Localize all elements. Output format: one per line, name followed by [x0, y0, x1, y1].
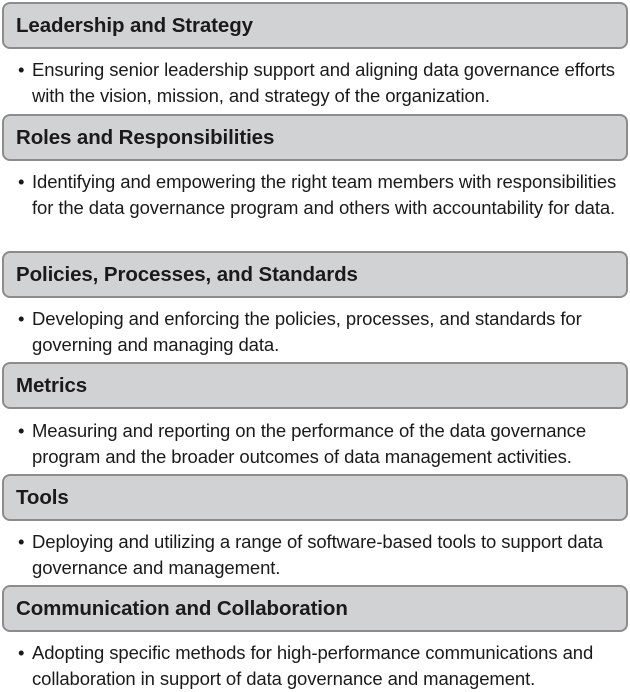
- section-description-metrics: [18, 418, 630, 470]
- section-header-tools: [2, 474, 628, 521]
- section-title: Tools: [16, 485, 69, 509]
- bullet-icon: •: [18, 642, 25, 663]
- description-text: Measuring and reporting on the performance of the data governance program and the broader outcomes of data management activities.: [32, 420, 587, 467]
- section-description-leadership-strategy: [18, 57, 630, 109]
- section-title: Metrics: [16, 373, 88, 397]
- section-title: Policies, Processes, and Standards: [16, 262, 358, 286]
- description-text: Adopting specific methods for high-performance communications and collaboration in support of data governance and management.: [32, 642, 594, 689]
- section-description-tools: [18, 529, 630, 581]
- section-description-roles-responsibilities: [18, 169, 630, 221]
- section-title: Communication and Collaboration: [16, 596, 348, 620]
- bullet-icon: •: [18, 420, 25, 441]
- section-header-leadership-strategy: [2, 2, 628, 49]
- description-text: Ensuring senior leadership support and aligning data governance efforts with the vision, mission, and strategy of the organization.: [32, 59, 615, 106]
- description-text: Developing and enforcing the policies, processes, and standards for governing and managing data.: [32, 308, 582, 355]
- description-text: Deploying and utilizing a range of software-based tools to support data governance and management.: [32, 531, 603, 578]
- bullet-icon: •: [18, 171, 25, 192]
- section-header-roles-responsibilities: [2, 114, 628, 161]
- section-title: Leadership and Strategy: [16, 13, 253, 37]
- section-header-metrics: [2, 362, 628, 409]
- bullet-icon: •: [18, 59, 25, 80]
- description-text: Identifying and empowering the right team members with responsibilities for the data governance program and others with accountability for data.: [32, 171, 617, 218]
- section-description-communication-collaboration: [18, 640, 630, 692]
- section-header-policies-processes-standards: [2, 251, 628, 298]
- section-description-policies-processes-standards: [18, 306, 630, 358]
- section-header-communication-collaboration: [2, 585, 628, 632]
- bullet-icon: •: [18, 531, 25, 552]
- bullet-icon: •: [18, 308, 25, 329]
- section-title: Roles and Responsibilities: [16, 125, 275, 149]
